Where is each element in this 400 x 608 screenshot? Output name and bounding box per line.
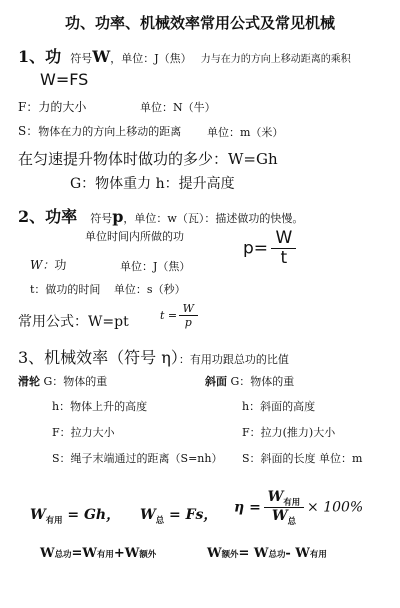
efficiency-fraction bbox=[266, 490, 302, 525]
total-work-formula bbox=[140, 504, 217, 526]
power-formula bbox=[243, 230, 294, 267]
power-section-heading-line bbox=[18, 204, 303, 227]
power-t-fraction-num: W bbox=[182, 302, 194, 315]
efficiency-fraction-num bbox=[266, 490, 302, 507]
work-definition: 力与在力的方向上移动距离的乘积 bbox=[200, 54, 351, 65]
useful-work-formula bbox=[30, 504, 120, 526]
incline-h: h：斜面的高度 bbox=[242, 400, 316, 413]
sum-useful-sub: 有用 bbox=[96, 549, 114, 559]
power-w-desc: 功 bbox=[54, 258, 67, 272]
sum-eq-w: =W bbox=[71, 546, 97, 561]
power-t-fraction bbox=[181, 303, 196, 328]
extra-eq-w: = W bbox=[238, 546, 269, 561]
work-lift-text: 在匀速提升物体时做功的多少：W=Gh bbox=[18, 150, 278, 168]
power-t-line bbox=[30, 281, 186, 297]
power-unit: ，单位：w（瓦）：描述做功的快慢。 bbox=[123, 212, 304, 225]
total-work-rhs: = Fs， bbox=[168, 507, 218, 523]
work-symbol: W bbox=[92, 47, 111, 66]
efficiency-eq: = bbox=[249, 499, 261, 516]
pulley-h: h：物体上升的高度 bbox=[52, 400, 148, 413]
work-s-unit: 单位：m（米） bbox=[207, 126, 284, 139]
power-heading: 2、功率 bbox=[18, 207, 78, 226]
efficiency-num-sub: 有用 bbox=[283, 496, 301, 507]
power-common-formula: 常用公式：W=pt bbox=[18, 314, 129, 330]
pulley-s: S：绳子末端通过的距离（S=nh） bbox=[52, 452, 223, 465]
page-title: 功、功率、机械效率常用公式及常见机械 bbox=[64, 14, 335, 32]
work-f-desc: 力的大小 bbox=[38, 100, 87, 114]
power-t-label: t： bbox=[30, 283, 46, 296]
extra-sub: 额外 bbox=[221, 549, 239, 559]
efficiency-definition: ：有用功跟总功的比值 bbox=[178, 353, 289, 366]
useful-work-rhs: = Gh， bbox=[67, 507, 121, 523]
extra-minus-w: - W bbox=[285, 546, 310, 561]
total-work-sum-formula bbox=[40, 546, 156, 561]
work-heading: 1、功 bbox=[18, 47, 62, 66]
power-w-line bbox=[30, 256, 66, 273]
power-t-unit: 单位：s（秒） bbox=[113, 283, 186, 296]
useful-work-sub: 有用 bbox=[45, 514, 63, 525]
power-w-label: W： bbox=[30, 258, 55, 272]
work-lift-vars: G：物体重力 h：提升高度 bbox=[70, 176, 235, 192]
total-work-w: W bbox=[140, 507, 156, 523]
efficiency-heading: 3、机械效率（符号 η） bbox=[18, 348, 179, 367]
efficiency-den-w: W bbox=[271, 508, 288, 525]
work-s-line bbox=[18, 122, 181, 139]
power-t-formula-lhs: t = bbox=[160, 309, 178, 322]
pulley-g-line bbox=[18, 373, 107, 389]
power-fraction-den: t bbox=[271, 248, 296, 267]
sum-total-sub: 总功 bbox=[54, 549, 72, 559]
power-w-unit: 单位：J（焦） bbox=[120, 260, 191, 273]
power-symbol-prefix: 符号 bbox=[90, 212, 113, 225]
work-unit: ，单位：J（焦） bbox=[110, 52, 192, 65]
efficiency-fraction-den bbox=[264, 507, 304, 525]
useful-work-w: W bbox=[30, 507, 46, 523]
incline-name: 斜面 bbox=[205, 375, 227, 388]
work-symbol-prefix: 符号 bbox=[70, 52, 93, 65]
power-fraction-num: W bbox=[275, 228, 293, 248]
extra-work-formula bbox=[207, 546, 327, 561]
sum-w: W bbox=[40, 546, 55, 561]
power-t-fraction-den: p bbox=[179, 315, 198, 328]
sum-plus-w: +W bbox=[113, 546, 140, 561]
pulley-g: G：物体的重 bbox=[43, 375, 108, 388]
extra-useful-sub: 有用 bbox=[309, 549, 327, 559]
power-symbol: p bbox=[112, 207, 124, 226]
efficiency-percent: × 100% bbox=[307, 499, 364, 516]
work-formula: W=FS bbox=[40, 70, 89, 89]
pulley-name: 滑轮 bbox=[18, 375, 40, 388]
efficiency-formula bbox=[234, 490, 363, 525]
incline-g: G：物体的重 bbox=[230, 375, 295, 388]
work-section-heading-line bbox=[18, 44, 351, 67]
efficiency-num-w: W bbox=[267, 489, 284, 505]
power-sub-definition: 单位时间内所做的功 bbox=[85, 230, 184, 243]
power-t-formula bbox=[160, 303, 196, 328]
efficiency-eta: η bbox=[234, 499, 245, 516]
work-f-unit: 单位：N（牛） bbox=[140, 101, 216, 114]
power-formula-lhs: p= bbox=[243, 238, 269, 259]
work-f-label: F： bbox=[18, 100, 39, 114]
sum-extra-sub: 额外 bbox=[139, 549, 157, 559]
incline-f: F：拉力(推力)大小 bbox=[242, 426, 336, 439]
work-s-desc: 物体在力的方向上移动的距离 bbox=[38, 125, 182, 138]
work-s-label: S： bbox=[18, 124, 39, 138]
extra-w: W bbox=[207, 546, 222, 561]
incline-s: S：斜面的长度 单位：m bbox=[242, 452, 363, 465]
work-f-line bbox=[18, 98, 86, 115]
pulley-f: F：拉力大小 bbox=[52, 426, 115, 439]
power-t-desc: 做功的时间 bbox=[45, 283, 101, 296]
efficiency-heading-line bbox=[18, 345, 289, 368]
total-work-sub: 总 bbox=[155, 514, 165, 525]
power-fraction bbox=[273, 230, 294, 267]
extra-total-sub: 总功 bbox=[268, 549, 286, 559]
efficiency-den-sub: 总 bbox=[287, 516, 296, 526]
incline-g-line bbox=[205, 373, 294, 389]
